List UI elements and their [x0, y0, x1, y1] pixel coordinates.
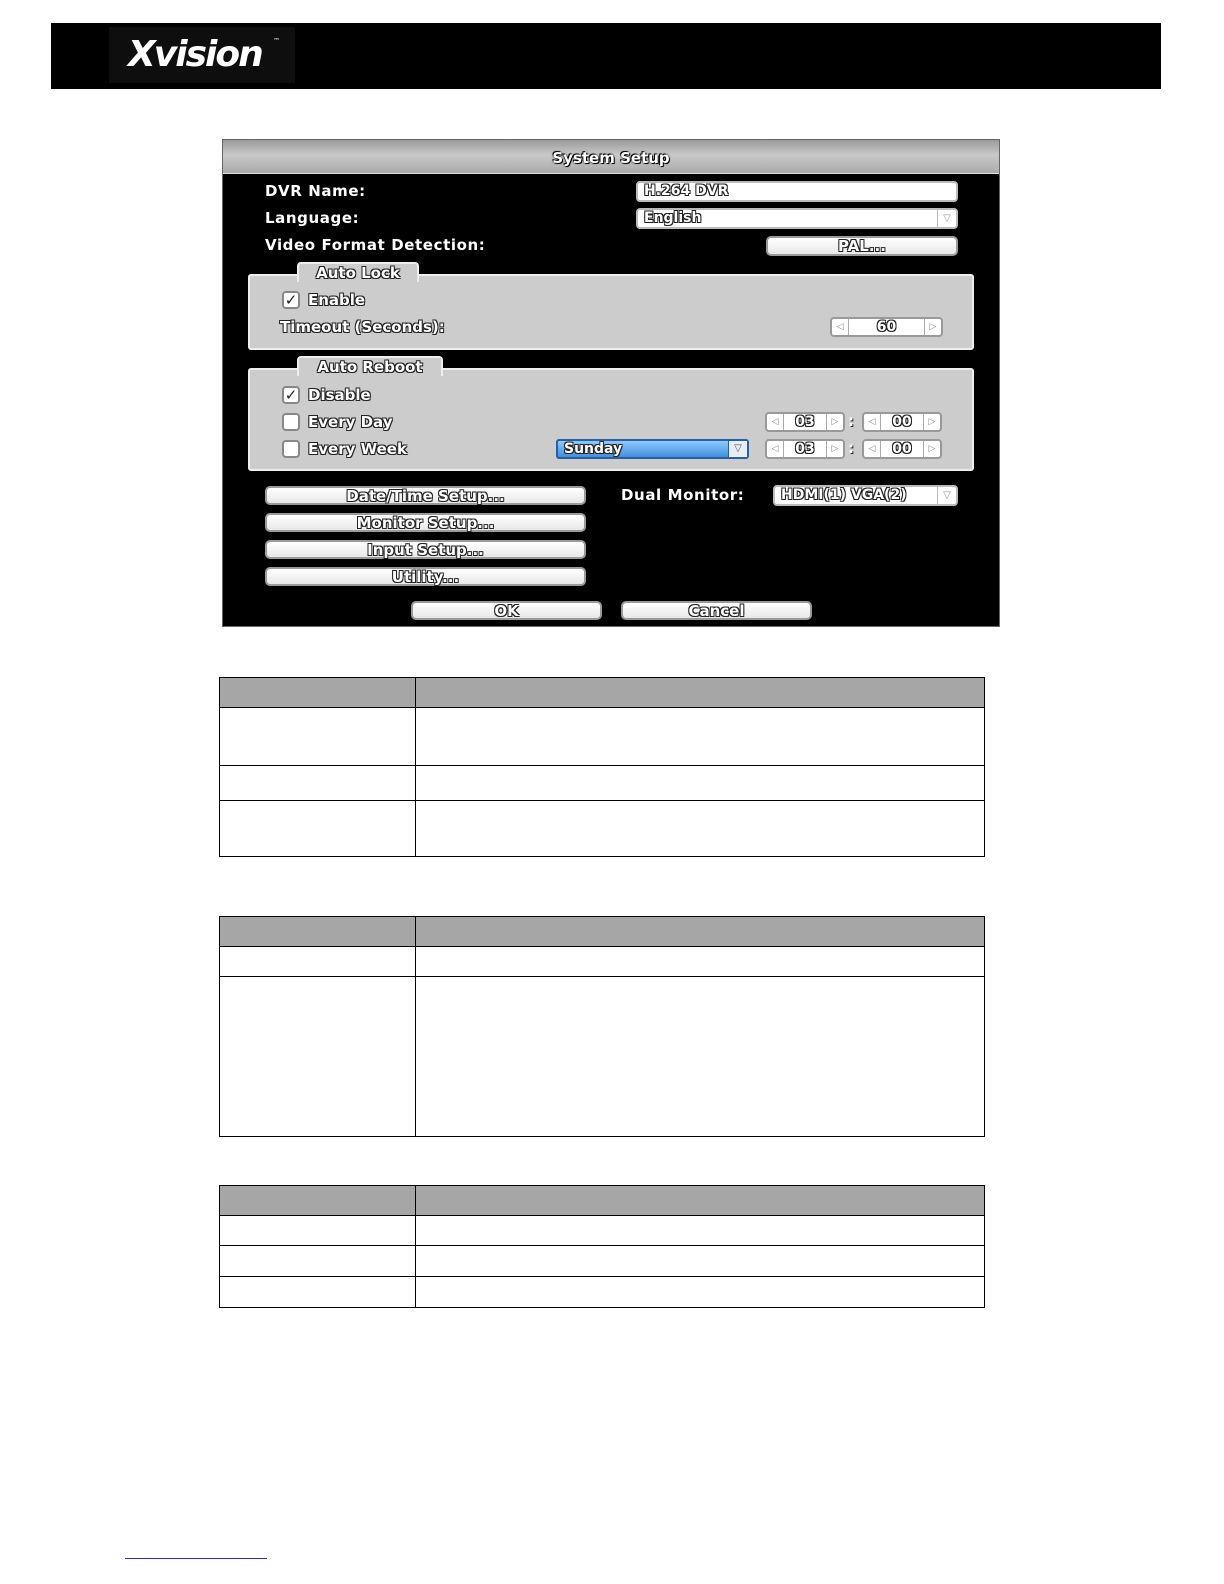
time-separator: :: [848, 439, 854, 457]
datetime-setup-button[interactable]: Date/Time Setup...: [265, 486, 586, 505]
every-day-checkbox[interactable]: [282, 413, 300, 431]
dialog-title: System Setup: [223, 140, 999, 174]
chevron-down-icon: ▽: [937, 487, 956, 504]
dvr-name-value: H.264 DVR: [644, 183, 729, 199]
xvision-logo: [109, 27, 295, 83]
chevron-down-icon: ▽: [937, 210, 956, 227]
table-header-row: [220, 917, 985, 947]
system-setup-dialog: [222, 139, 1000, 627]
dual-monitor-select[interactable]: [773, 485, 958, 506]
table-cell: [220, 766, 416, 801]
dual-monitor-value: HDMI(1) VGA(2): [781, 487, 907, 503]
dvr-name-label: DVR Name:: [265, 182, 366, 200]
auto-lock-enable-label: Enable: [308, 291, 366, 309]
table-cell: [416, 1277, 985, 1308]
utility-button[interactable]: Utility...: [265, 567, 586, 586]
time-separator: :: [848, 412, 854, 430]
table-cell: [220, 1246, 416, 1277]
table-header-cell: [220, 1186, 416, 1216]
table-header-row: [220, 678, 985, 708]
every-day-hour-stepper[interactable]: [765, 412, 845, 432]
video-format-label: Video Format Detection:: [265, 236, 486, 254]
every-week-minute-value: 00: [892, 441, 912, 457]
cancel-button[interactable]: Cancel: [621, 601, 812, 620]
logo-text: Xvision: [128, 34, 262, 75]
timeout-stepper[interactable]: [830, 317, 943, 337]
auto-reboot-group: [248, 368, 974, 471]
increment-icon[interactable]: ▷: [924, 319, 941, 335]
input-setup-button[interactable]: Input Setup...: [265, 540, 586, 559]
table-cell: [220, 1277, 416, 1308]
every-week-minute-stepper[interactable]: [862, 439, 942, 459]
table-cell: [416, 708, 985, 766]
language-value: English: [644, 210, 702, 226]
decrement-icon[interactable]: ◁: [832, 319, 849, 335]
header-banner: [51, 23, 1161, 89]
every-day-label: Every Day: [308, 413, 393, 431]
every-day-hour-value: 03: [795, 414, 815, 430]
auto-reboot-title: Auto Reboot: [297, 356, 443, 376]
increment-icon[interactable]: ▷: [923, 414, 940, 430]
table-cell: [416, 1216, 985, 1246]
table-cell: [416, 801, 985, 857]
table-cell: [220, 977, 416, 1137]
table-header-cell: [416, 917, 985, 947]
increment-icon[interactable]: ▷: [826, 441, 843, 457]
table-header-row: [220, 1186, 985, 1216]
language-label: Language:: [265, 209, 360, 227]
table-row: [220, 977, 985, 1137]
table-cell: [220, 708, 416, 766]
table-row: [220, 1277, 985, 1308]
decrement-icon[interactable]: ◁: [864, 441, 881, 457]
table-row: [220, 1246, 985, 1277]
every-week-checkbox[interactable]: [282, 440, 300, 458]
every-week-hour-value: 03: [795, 441, 815, 457]
every-week-hour-stepper[interactable]: [765, 439, 845, 459]
settings-table-2: [219, 916, 985, 1137]
auto-reboot-disable-checkbox[interactable]: ✓: [282, 386, 300, 404]
auto-lock-group: [248, 274, 974, 350]
dual-monitor-label: Dual Monitor:: [621, 486, 745, 504]
chevron-down-icon: ▽: [728, 441, 747, 457]
table-header-cell: [416, 1186, 985, 1216]
table-cell: [220, 1216, 416, 1246]
weekday-value: Sunday: [564, 441, 623, 457]
dvr-name-input[interactable]: [636, 181, 958, 202]
table-cell: [220, 947, 416, 977]
language-select[interactable]: [636, 208, 958, 229]
table-header-cell: [416, 678, 985, 708]
monitor-setup-button[interactable]: Monitor Setup...: [265, 513, 586, 532]
timeout-label: Timeout (Seconds):: [280, 318, 445, 336]
table-row: [220, 947, 985, 977]
auto-lock-enable-checkbox[interactable]: ✓: [282, 291, 300, 309]
table-row: [220, 801, 985, 857]
decrement-icon[interactable]: ◁: [767, 441, 784, 457]
every-day-minute-stepper[interactable]: [862, 412, 942, 432]
logo-trademark: ™: [273, 37, 280, 45]
decrement-icon[interactable]: ◁: [767, 414, 784, 430]
every-day-minute-value: 00: [892, 414, 912, 430]
table-cell: [416, 766, 985, 801]
timeout-value: 60: [876, 319, 897, 335]
auto-reboot-disable-label: Disable: [308, 386, 371, 404]
settings-table-1: [219, 677, 985, 857]
auto-lock-title: Auto Lock: [297, 262, 419, 282]
table-cell: [416, 1246, 985, 1277]
settings-table-3: [219, 1185, 985, 1308]
table-header-cell: [220, 917, 416, 947]
table-header-cell: [220, 678, 416, 708]
table-row: [220, 1216, 985, 1246]
increment-icon[interactable]: ▷: [923, 441, 940, 457]
table-row: [220, 766, 985, 801]
table-row: [220, 708, 985, 766]
video-format-button[interactable]: PAL...: [766, 236, 958, 256]
table-cell: [220, 801, 416, 857]
decrement-icon[interactable]: ◁: [864, 414, 881, 430]
table-cell: [416, 977, 985, 1137]
ok-button[interactable]: OK: [411, 601, 602, 620]
weekday-select[interactable]: [556, 439, 749, 459]
every-week-label: Every Week: [308, 440, 407, 458]
footer-link-underline[interactable]: [125, 1558, 267, 1559]
increment-icon[interactable]: ▷: [826, 414, 843, 430]
table-cell: [416, 947, 985, 977]
